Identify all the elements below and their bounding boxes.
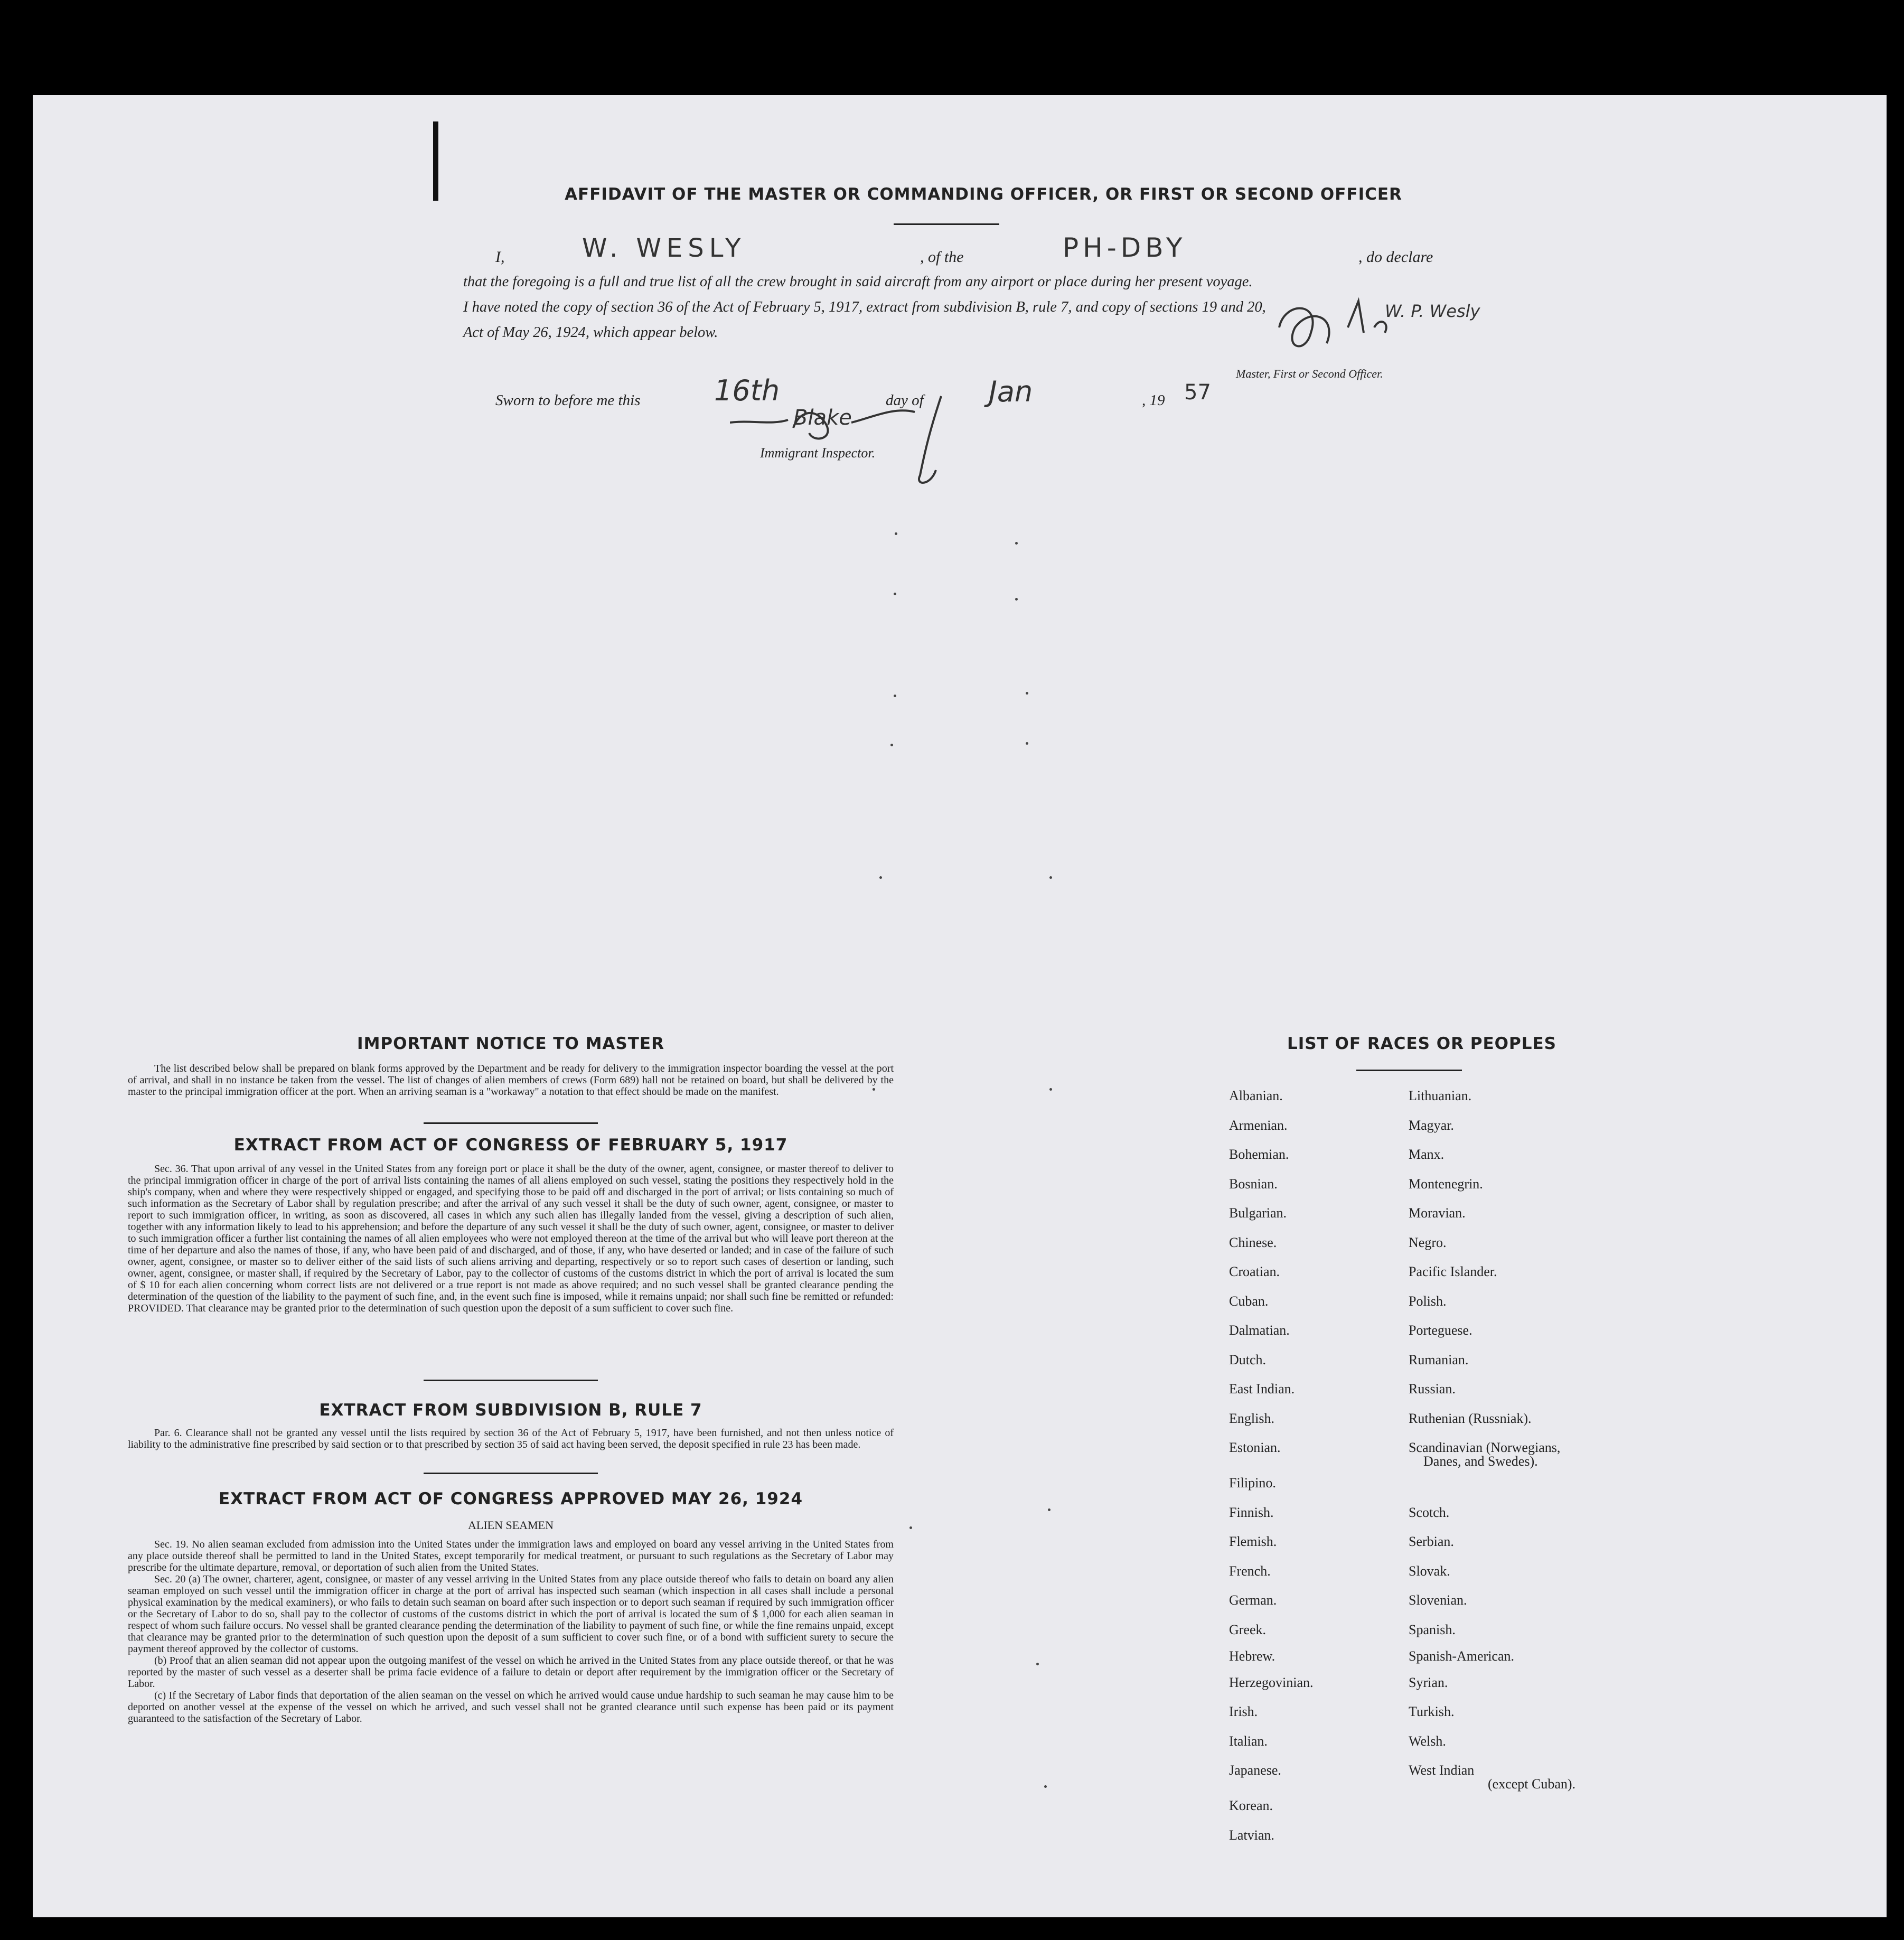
list-item: Filipino. (1229, 1475, 1276, 1491)
list-item (1409, 1798, 1646, 1827)
list-item: Cuban. (1229, 1293, 1269, 1309)
list-item: Dalmatian. (1229, 1323, 1290, 1338)
list-item: Herzegovinian. (1229, 1674, 1314, 1690)
extract-1917-body: Sec. 36. That upon arrival of any vessel in the United States from any foreign port or place it shall be the duty of the owner, agent, consignee, or master thereof to deliver to the principal immigration officer in charge of the port of arrival lists containing the names of all aliens employed on such vessel, stating the positions they respectively hold in the ship's company, when and where they were respectively shipped or engaged, and specifying those to be paid off and discharged in the port of arrival; or lists containing so much of such information as the Secretary of Labor shall by regulation prescribe; and after the arrival of any such vessel it shall be the duty of such owner, agent, consignee, or master to report to such immigration officer, in writing, as soon as discovered, all cases in which any such alien has illegally landed from the vessel, giving a description of such alien, together with any information likely to lead to his apprehension; and before the departure of any such vessel it shall be the duty of such owner, agent, consignee, or master to deliver to such immigration officer a further list containing the names of all alien employees who were not employed thereon at the time of the arrival but who will leave port thereon at the time of her departure and also the names of those, if any, who have been paid of and discharged, and of those, if any, who have deserted or landed; and in case of the failure of such owner, agent, consignee, or master so to deliver either of the said lists of such aliens arriving and departing, respectively or so to report such cases of desertion or landing, such owner, agent, consignee, or master shall, if required by the Secretary of Labor, pay to the collector of customs of the customs district in which the port of arrival is located the sum of $ 10 for each alien concerning whom correct lists are not delivered or a true report is not made as above required; and no such vessel shall be granted clearance pending the determination of the question of the liability to the payment of such fine, and, in the event such fine is imposed, while it remains unpaid; nor shall such fine be remitted or refunded: PROVIDED. That clearance may be granted prior to the determination of such question upon the deposit of a sum sufficient to cover such fine. (128, 1163, 894, 1314)
affidavit-line-3: I have noted the copy of section 36 of the Act of February 5, 1917, extract from subdivision B, rule 7, and copy of sections 19 and 20, (463, 299, 1266, 315)
list-item: Korean. (1229, 1798, 1273, 1813)
list-item (1229, 1782, 1403, 1798)
affidavit-line-4: Act of May 26, 1924, which appear below. (463, 324, 718, 341)
rule7-body: Par. 6. Clearance shall not be granted any vessel until the lists required by section 36 of the Act of February 5, 1917, have been furnished, and not then unless notice of liability to the administrative fine prescribed by said section or to that prescribed by section 35 of said act having been served, the deposit specified in rule 23 has been made. (128, 1427, 894, 1450)
list-item: (except Cuban). (1488, 1776, 1576, 1792)
affidavit-i: I, (495, 248, 505, 266)
list-item: Pacific Islander. (1409, 1264, 1497, 1279)
list-item: Greek. (1229, 1622, 1267, 1637)
rule7-rule (424, 1473, 598, 1474)
list-item: Irish. (1229, 1704, 1258, 1719)
list-item: Danes, and Swedes). (1423, 1454, 1538, 1469)
list-item: Finnish. (1229, 1504, 1274, 1520)
races-right-column (1409, 1088, 1646, 1857)
extract-1917-title: EXTRACT FROM ACT OF CONGRESS OF FEBRUARY 5, 1917 (233, 1136, 788, 1155)
aircraft-handwritten: PH-DBY (1063, 232, 1187, 263)
signature-caption: Master, First or Second Officer. (1236, 367, 1383, 380)
list-item: Japanese. (1229, 1763, 1281, 1778)
list-item (1229, 1459, 1403, 1475)
list-item: Estonian. (1229, 1440, 1281, 1455)
sec-20a: Sec. 20 (a) The owner, charterer, agent, consignee, or master of any vessel arriving in the United States from any place outside thereof who fails to detain on board any alien seaman employed on such vessel until the immigration officer in charge at the port of arrival has inspected such seaman (which inspection in all cases shall include a personal physical examination by the medical examiners), or who fails to detain such seaman on board after such inspection or to deport such seaman if required by such immigration officer or the Secretary of Labor to do so, shall pay to the collector of customs of the customs district in which the port of arrival is located the sum of $ 1,000 for each alien seaman in respect of whom such failure occurs. No vessel shall be granted clearance pending the determination of the liability to payment of such fine, or while the fine remains unpaid, except that clearance may be granted prior to the determination of such question upon the deposit of a sum sufficient to cover such fine, or of a bond with sufficient surety to secure the payment thereof approved by the collector of customs. (128, 1573, 894, 1655)
sworn-day-label: day of (886, 392, 924, 409)
list-item: Slovenian. (1409, 1592, 1467, 1608)
list-item: Welsh. (1409, 1733, 1446, 1749)
list-item: Spanish-American. (1409, 1648, 1515, 1664)
list-item: Manx. (1409, 1147, 1445, 1162)
sworn-year-handwritten: 57 (1184, 380, 1211, 405)
list-item: Scandinavian (Norwegians, (1409, 1440, 1561, 1455)
sec-19: Sec. 19. No alien seaman excluded from admission into the United States under the immigration laws and employed on board any vessel arriving in the United States from any place outside thereof shall be permitted to land in the United States, except temporarily for medical treatment, or pursuant to such regulations as the Secretary of Labor may prescribe for the ultimate departure, removal, or deportation of such alien from the United States. (128, 1539, 894, 1573)
list-item: Lithuanian. (1409, 1088, 1472, 1103)
notice-body: The list described below shall be prepared on blank forms approved by the Department and be ready for delivery to the immigration inspector boarding the vessel at the port of arrival, and shall in no instance be taken from the vessel. The list of changes of alien members of crews (Form 689) hall not be retained on board, but shall be delivered by the master to the principal immigration officer at the port. When an arriving seaman is a "workaway" a notation to that effect should be made on the manifest. (128, 1063, 894, 1098)
extract-1924-title: EXTRACT FROM ACT OF CONGRESS APPROVED MAY 26, 1924 (218, 1489, 803, 1508)
sworn-day-handwritten: 16th (714, 374, 780, 407)
list-item: Porteguese. (1409, 1323, 1472, 1338)
list-item: Chinese. (1229, 1234, 1277, 1250)
list-item: Italian. (1229, 1733, 1268, 1749)
list-item: French. (1229, 1563, 1271, 1579)
document-sheet (33, 95, 1887, 1917)
list-item: Syrian. (1409, 1674, 1448, 1690)
inspector-caption: Immigrant Inspector. (760, 445, 876, 461)
list-item: Bohemian. (1229, 1147, 1289, 1162)
binding-mark (433, 121, 438, 201)
sec-20c: (c) If the Secretary of Labor finds that deportation of the alien seaman on the vessel on which he arrived would cause undue hardship to such seaman he may cause him to be deported on another vessel at the expense of the vessel on which he arrived, and such vessel shall not be granted clearance until such expense has been paid or its payment guaranteed to the satisfaction of the Secretary of Labor. (128, 1690, 894, 1725)
list-item: Armenian. (1229, 1117, 1288, 1133)
list-item: English. (1229, 1410, 1274, 1426)
list-item: Croatian. (1229, 1264, 1280, 1279)
list-item: Russian. (1409, 1381, 1456, 1397)
list-item: Negro. (1409, 1234, 1447, 1250)
title-rule (894, 223, 999, 225)
races-rule (1356, 1070, 1462, 1071)
list-item: Montenegrin. (1409, 1176, 1483, 1192)
list-item: Moravian. (1409, 1205, 1466, 1221)
list-item: Scotch. (1409, 1504, 1450, 1520)
list-item: Albanian. (1229, 1088, 1283, 1103)
list-item: East Indian. (1229, 1381, 1295, 1397)
inspector-signature (730, 391, 1005, 486)
list-item: Latvian. (1229, 1827, 1274, 1843)
list-item: Bulgarian. (1229, 1205, 1287, 1221)
list-item: Spanish. (1409, 1622, 1456, 1637)
extract-1917-rule (424, 1380, 598, 1381)
list-item: Magyar. (1409, 1117, 1454, 1133)
sworn-year-prefix: , 19 (1142, 392, 1165, 409)
races-left-column (1229, 1088, 1403, 1857)
affidavit-title: AFFIDAVIT OF THE MASTER OR COMMANDING OFFICER, OR FIRST OR SECOND OFFICER (565, 185, 1402, 204)
list-item: Turkish. (1409, 1704, 1455, 1719)
inspector-signature-text: Blake (793, 406, 852, 430)
list-item: Serbian. (1409, 1534, 1454, 1549)
list-item: Flemish. (1229, 1534, 1277, 1549)
list-item: Dutch. (1229, 1352, 1267, 1367)
extract-1924-body (128, 1539, 894, 1725)
list-item: Ruthenian (Russniak). (1409, 1410, 1532, 1426)
list-item: Hebrew. (1229, 1648, 1275, 1664)
sworn-month-handwritten: Jan (989, 375, 1033, 408)
sec-20b: (b) Proof that an alien seaman did not appear upon the outgoing manifest of the vessel on which he arrived in the United States from any place outside thereof, or that he was reported by the master of such vessel as a deserter shall be prima facie evidence of a failure to detain or deport after requirement by the immigration officer or the Secretary of Labor. (128, 1655, 894, 1690)
master-signature-text: W. P. Wesly (1385, 301, 1480, 321)
list-item: West Indian (1409, 1763, 1475, 1778)
sworn-prefix: Sworn to before me this (495, 392, 641, 409)
extract-1924-subtitle: ALIEN SEAMEN (468, 1519, 554, 1532)
notice-rule (424, 1122, 598, 1124)
list-item: Slovak. (1409, 1563, 1450, 1579)
list-item (1409, 1827, 1646, 1857)
races-title: LIST OF RACES OR PEOPLES (1287, 1034, 1557, 1053)
list-item: German. (1229, 1592, 1277, 1608)
list-item: Polish. (1409, 1293, 1447, 1309)
rule7-title: EXTRACT FROM SUBDIVISION B, RULE 7 (319, 1401, 702, 1420)
affidavit-line-2: that the foregoing is a full and true list of all the crew brought in said aircraft from any airport or place during her present voyage. (463, 274, 1253, 290)
affidavit-declare: , do declare (1358, 248, 1433, 266)
list-item: Rumanian. (1409, 1352, 1469, 1367)
list-item (1409, 1475, 1646, 1505)
list-item: Bosnian. (1229, 1176, 1278, 1192)
master-name-handwritten: W. WESLY (582, 233, 746, 263)
affidavit-of-the: , of the (920, 248, 964, 266)
notice-title: IMPORTANT NOTICE TO MASTER (357, 1034, 664, 1053)
